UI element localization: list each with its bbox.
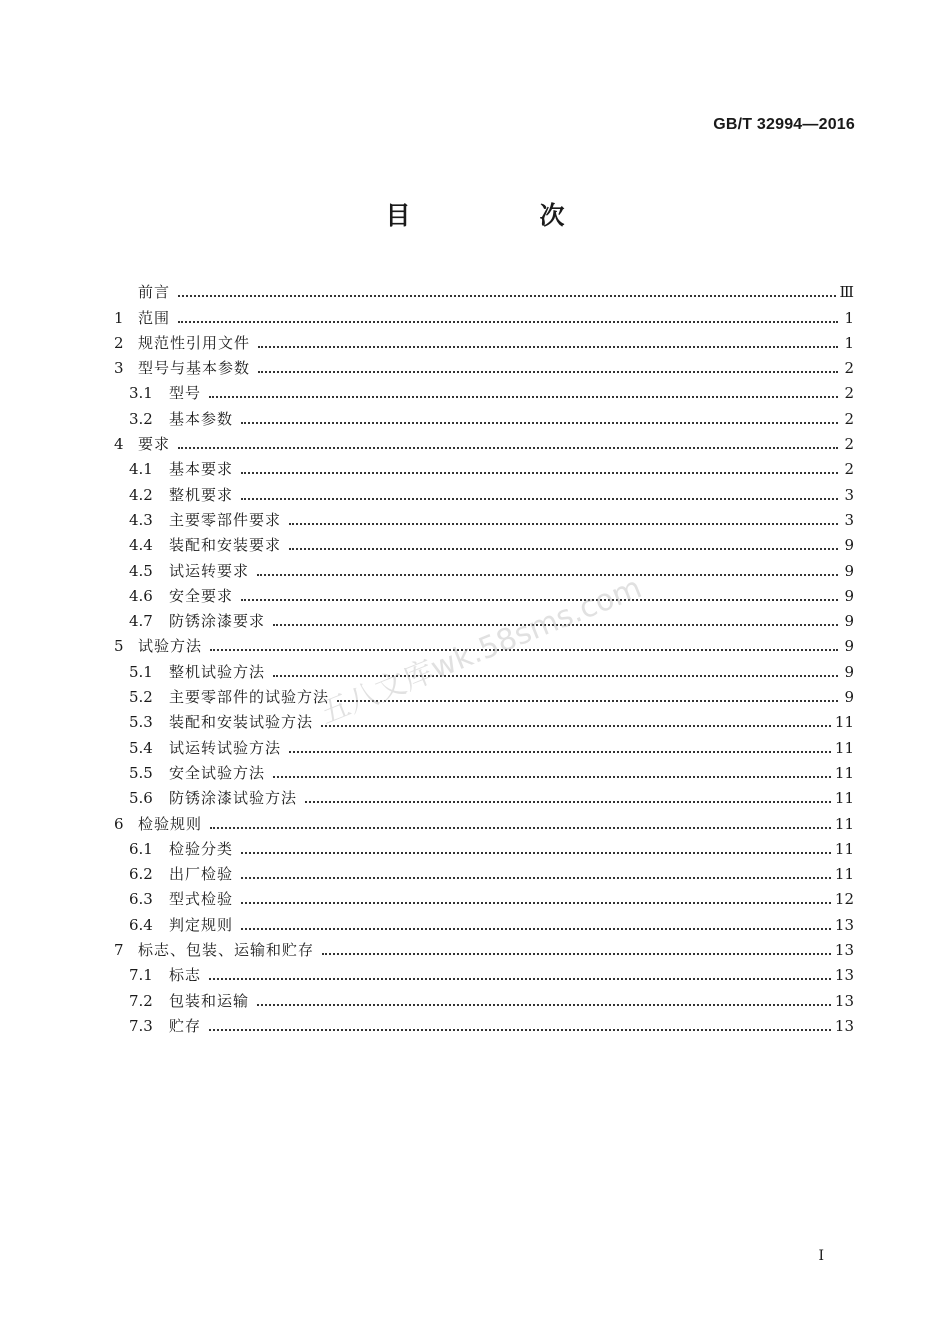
toc-entry[interactable] (114, 580, 854, 605)
toc-entry-label: 安全要求 (169, 586, 234, 605)
toc-entry-page: 3 (844, 510, 854, 529)
toc-dot-leader (273, 774, 831, 778)
toc-entry[interactable] (114, 934, 854, 959)
toc-entry-number: 4.2 (129, 485, 153, 504)
toc-entry-label: 包装和运输 (169, 991, 250, 1010)
toc-entry-label: 安全试验方法 (169, 763, 266, 782)
toc-entry-number: 3.2 (129, 409, 153, 428)
toc-dot-leader (241, 420, 838, 424)
toc-dot-leader (241, 875, 831, 879)
toc-entry-page: 11 (834, 814, 854, 833)
toc-entry-label: 装配和安装要求 (169, 536, 282, 555)
toc-entry[interactable] (114, 428, 854, 453)
toc-dot-leader (289, 546, 838, 550)
standard-code: GB/T 32994—2016 (713, 116, 855, 133)
toc-entry[interactable] (114, 807, 854, 832)
toc-dot-leader (289, 749, 831, 753)
toc-entry[interactable] (114, 504, 854, 529)
toc-dot-leader (209, 1027, 831, 1031)
toc-dot-leader (178, 445, 838, 449)
toc-entry[interactable] (114, 478, 854, 503)
toc-entry[interactable] (114, 959, 854, 984)
toc-entry[interactable] (114, 858, 854, 883)
toc-entry-label: 试验方法 (138, 637, 203, 656)
toc-entry-number: 5.1 (129, 662, 153, 681)
toc-dot-leader (257, 572, 838, 576)
toc-entry-number: 5 (114, 637, 124, 656)
toc-entry-page: 11 (834, 839, 854, 858)
toc-entry[interactable] (114, 757, 854, 782)
toc-entry[interactable] (114, 706, 854, 731)
toc-entry-label: 范围 (138, 308, 171, 327)
toc-dot-leader (209, 976, 831, 980)
toc-entry-label: 检验规则 (138, 814, 203, 833)
toc-entry-label: 规范性引用文件 (138, 333, 251, 352)
toc-dot-leader (210, 825, 831, 829)
toc-dot-leader (258, 369, 838, 373)
toc-entry-page: 1 (844, 308, 854, 327)
toc-entry[interactable] (114, 554, 854, 579)
toc-entry-number: 2 (114, 333, 124, 352)
toc-entry-number: 6.1 (129, 839, 153, 858)
toc-entry[interactable] (114, 352, 854, 377)
toc-entry-number: 7.2 (129, 991, 153, 1010)
toc-entry-page: 1 (844, 333, 854, 352)
toc-entry-number: 5.5 (129, 763, 153, 782)
toc-entry-page: 9 (844, 561, 854, 580)
toc-entry-number: 4.4 (129, 536, 153, 555)
toc-entry-page: 2 (844, 384, 854, 403)
toc-entry-label: 试运转试验方法 (169, 738, 282, 757)
toc-entry-number: 4.5 (129, 561, 153, 580)
toc-entry-number: 4.1 (129, 460, 153, 479)
toc-dot-leader (209, 394, 838, 398)
toc-dot-leader (337, 698, 838, 702)
toc-dot-leader (289, 521, 838, 525)
toc-entry-label: 出厂检验 (169, 865, 234, 884)
toc-dot-leader (178, 319, 838, 323)
toc-entry[interactable] (114, 883, 854, 908)
toc-dot-leader (241, 850, 831, 854)
toc-entry-page: 11 (834, 865, 854, 884)
toc-entry-page: 2 (844, 435, 854, 454)
toc-entry[interactable] (114, 301, 854, 326)
toc-entry-number: 3.1 (129, 384, 153, 403)
toc-entry-page: 11 (834, 713, 854, 732)
toc-dot-leader (258, 344, 838, 348)
page-number: I (818, 1248, 824, 1264)
toc-entry-page: 2 (844, 460, 854, 479)
toc-entry[interactable] (114, 908, 854, 933)
toc-dot-leader (305, 799, 831, 803)
toc-entry-page: 9 (844, 688, 854, 707)
toc-entry-page: 9 (844, 612, 854, 631)
toc-entry[interactable] (114, 453, 854, 478)
toc-entry-number: 6.3 (129, 890, 153, 909)
toc-entry-page: 9 (844, 586, 854, 605)
toc-entry-page: 13 (834, 915, 854, 934)
toc-entry-label: 型号 (169, 384, 202, 403)
toc-entry-label: 防锈涂漆要求 (169, 612, 266, 631)
toc-entry-page: 12 (834, 890, 854, 909)
toc-entry-label: 整机试验方法 (169, 662, 266, 681)
toc-entry-number: 7.3 (129, 1016, 153, 1035)
toc-entry-page: 2 (844, 359, 854, 378)
watermark: 五八文库wk.58sms.com (314, 570, 647, 732)
toc-entry-page: 11 (834, 763, 854, 782)
toc-entry[interactable] (114, 833, 854, 858)
toc-entry-page: 9 (844, 536, 854, 555)
toc-entry-label: 基本要求 (169, 460, 234, 479)
toc-entry-number: 3 (114, 359, 124, 378)
toc-entry-page: 13 (834, 941, 854, 960)
toc-entry-label: 试运转要求 (169, 561, 250, 580)
toc-entry-page: 3 (844, 485, 854, 504)
toc-entry[interactable] (114, 782, 854, 807)
toc-entry-label: 判定规则 (169, 915, 234, 934)
toc-entry[interactable] (114, 402, 854, 427)
toc-entry-label: 主要零部件的试验方法 (169, 688, 330, 707)
toc-entry[interactable] (114, 984, 854, 1009)
toc-entry-label: 型号与基本参数 (138, 359, 251, 378)
toc-entry-page: 9 (844, 637, 854, 656)
toc-entry-label: 整机要求 (169, 485, 234, 504)
toc-entry-page: 11 (834, 738, 854, 757)
toc-entry-number: 6 (114, 814, 124, 833)
toc-entry-label: 贮存 (169, 1016, 202, 1035)
toc-entry[interactable] (114, 276, 854, 301)
toc-dot-leader (241, 470, 838, 474)
toc-dot-leader (322, 951, 831, 955)
toc-entry-page: 11 (834, 789, 854, 808)
toc-entry-label: 装配和安装试验方法 (169, 713, 314, 732)
toc-entry[interactable] (114, 1010, 854, 1035)
toc-entry-label: 型式检验 (169, 890, 234, 909)
toc-dot-leader (241, 900, 831, 904)
toc-entry-page: 13 (834, 991, 854, 1010)
toc-entry[interactable] (114, 731, 854, 756)
toc-entry-label: 要求 (138, 435, 171, 454)
toc-entry-number: 6.2 (129, 865, 153, 884)
toc-entry-number: 5.4 (129, 738, 153, 757)
toc-dot-leader (241, 496, 838, 500)
toc-entry-label: 标志 (169, 966, 202, 985)
toc-dot-leader (241, 926, 831, 930)
toc-entry-page: 13 (834, 1016, 854, 1035)
toc-entry[interactable] (114, 327, 854, 352)
toc-entry-number: 4 (114, 435, 124, 454)
toc-entry-number: 5.6 (129, 789, 153, 808)
toc-entry-number: 4.3 (129, 510, 153, 529)
toc-entry-label: 检验分类 (169, 839, 234, 858)
toc-entry-page: 13 (834, 966, 854, 985)
toc-entry-label: 标志、包装、运输和贮存 (138, 941, 315, 960)
toc-entry-page: 9 (844, 662, 854, 681)
toc-entry-label: 主要零部件要求 (169, 510, 282, 529)
toc-entry-number: 5.3 (129, 713, 153, 732)
toc-dot-leader (321, 723, 831, 727)
toc-entry-number: 1 (114, 308, 124, 327)
toc-entry-number: 6.4 (129, 915, 153, 934)
toc-entry[interactable] (114, 529, 854, 554)
toc-entry-number: 7 (114, 941, 124, 960)
toc-entry-label: 防锈涂漆试验方法 (169, 789, 298, 808)
toc-dot-leader (178, 293, 836, 297)
toc-entry-number: 5.2 (129, 688, 153, 707)
toc-entry-label: 基本参数 (169, 409, 234, 428)
toc-entry-page: 2 (844, 409, 854, 428)
toc-entry-label: 前言 (138, 283, 171, 302)
toc-entry-page: Ⅲ (839, 283, 854, 302)
toc-entry-number: 4.6 (129, 586, 153, 605)
toc-entry-number: 4.7 (129, 612, 153, 631)
toc-entry[interactable] (114, 377, 854, 402)
toc-entry[interactable] (114, 681, 854, 706)
toc-dot-leader (257, 1002, 831, 1006)
toc-entry-number: 7.1 (129, 966, 153, 985)
page-title: 目 次 (385, 201, 617, 230)
